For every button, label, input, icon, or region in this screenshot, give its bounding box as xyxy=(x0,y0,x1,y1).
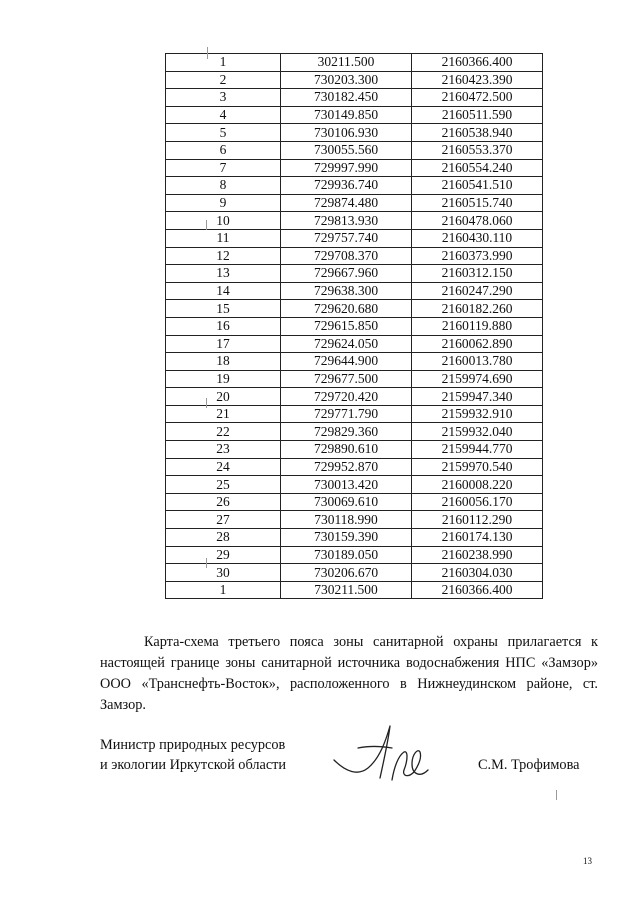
table-row xyxy=(166,441,543,459)
y-coordinate-cell: 2159947.340 xyxy=(412,388,543,406)
x-coordinate-cell: 729677.500 xyxy=(281,370,412,388)
table-row xyxy=(166,423,543,441)
point-number-cell: 1 xyxy=(166,581,281,599)
table-row xyxy=(166,458,543,476)
point-number-cell: 12 xyxy=(166,247,281,265)
table-row xyxy=(166,581,543,599)
y-coordinate-cell: 2160312.150 xyxy=(412,265,543,283)
coordinates-table xyxy=(165,53,543,599)
point-number-cell: 16 xyxy=(166,317,281,335)
x-coordinate-cell: 730013.420 xyxy=(281,476,412,494)
x-coordinate-cell: 730206.670 xyxy=(281,564,412,582)
scan-artifact xyxy=(206,398,207,408)
point-number-cell: 4 xyxy=(166,106,281,124)
y-coordinate-cell: 2160247.290 xyxy=(412,282,543,300)
x-coordinate-cell: 729813.930 xyxy=(281,212,412,230)
x-coordinate-cell: 729638.300 xyxy=(281,282,412,300)
y-coordinate-cell: 2160174.130 xyxy=(412,529,543,547)
table-row xyxy=(166,265,543,283)
x-coordinate-cell: 730149.850 xyxy=(281,106,412,124)
x-coordinate-cell: 730211.500 xyxy=(281,581,412,599)
y-coordinate-cell: 2160511.590 xyxy=(412,106,543,124)
y-coordinate-cell: 2160238.990 xyxy=(412,546,543,564)
y-coordinate-cell: 2160541.510 xyxy=(412,177,543,195)
table-row xyxy=(166,89,543,107)
y-coordinate-cell: 2160472.500 xyxy=(412,89,543,107)
table-row xyxy=(166,335,543,353)
table-row xyxy=(166,124,543,142)
x-coordinate-cell: 730118.990 xyxy=(281,511,412,529)
x-coordinate-cell: 729615.850 xyxy=(281,317,412,335)
x-coordinate-cell: 730203.300 xyxy=(281,71,412,89)
x-coordinate-cell: 729708.370 xyxy=(281,247,412,265)
scan-artifact xyxy=(206,220,207,230)
point-number-cell: 5 xyxy=(166,124,281,142)
table-row xyxy=(166,177,543,195)
point-number-cell: 29 xyxy=(166,546,281,564)
table-row xyxy=(166,317,543,335)
point-number-cell: 14 xyxy=(166,282,281,300)
y-coordinate-cell: 2160013.780 xyxy=(412,353,543,371)
y-coordinate-cell: 2160478.060 xyxy=(412,212,543,230)
table-row xyxy=(166,511,543,529)
signatory-title-line-1: Министр природных ресурсов xyxy=(100,737,286,753)
y-coordinate-cell: 2160538.940 xyxy=(412,124,543,142)
table-row xyxy=(166,388,543,406)
x-coordinate-cell: 729936.740 xyxy=(281,177,412,195)
point-number-cell: 26 xyxy=(166,493,281,511)
table-row xyxy=(166,159,543,177)
point-number-cell: 10 xyxy=(166,212,281,230)
y-coordinate-cell: 2159932.040 xyxy=(412,423,543,441)
point-number-cell: 17 xyxy=(166,335,281,353)
table-row xyxy=(166,529,543,547)
y-coordinate-cell: 2160112.290 xyxy=(412,511,543,529)
table-row xyxy=(166,476,543,494)
y-coordinate-cell: 2160366.400 xyxy=(412,581,543,599)
point-number-cell: 25 xyxy=(166,476,281,494)
x-coordinate-cell: 729890.610 xyxy=(281,441,412,459)
table-row xyxy=(166,247,543,265)
table-row xyxy=(166,229,543,247)
table-row xyxy=(166,212,543,230)
point-number-cell: 8 xyxy=(166,177,281,195)
point-number-cell: 6 xyxy=(166,141,281,159)
x-coordinate-cell: 729620.680 xyxy=(281,300,412,318)
point-number-cell: 30 xyxy=(166,564,281,582)
y-coordinate-cell: 2160008.220 xyxy=(412,476,543,494)
x-coordinate-cell: 730189.050 xyxy=(281,546,412,564)
scan-artifact xyxy=(556,790,557,800)
x-coordinate-cell: 730106.930 xyxy=(281,124,412,142)
point-number-cell: 7 xyxy=(166,159,281,177)
body-paragraph: Карта-схема третьего пояса зоны санитарной охраны прилагается к настоящей границе зоны санитарной источника водоснабжения НПС «Замзор» ООО «Транснефть-Восток», расположенного в Нижнеудинском районе, ст. Замзор. xyxy=(100,634,598,713)
table-row xyxy=(166,194,543,212)
table-row xyxy=(166,405,543,423)
x-coordinate-cell: 30211.500 xyxy=(281,54,412,72)
point-number-cell: 2 xyxy=(166,71,281,89)
y-coordinate-cell: 2160430.110 xyxy=(412,229,543,247)
point-number-cell: 13 xyxy=(166,265,281,283)
y-coordinate-cell: 2160553.370 xyxy=(412,141,543,159)
handwritten-signature xyxy=(328,720,432,790)
table-row xyxy=(166,300,543,318)
point-number-cell: 18 xyxy=(166,353,281,371)
coordinates-table-body xyxy=(166,54,543,599)
point-number-cell: 20 xyxy=(166,388,281,406)
table-row xyxy=(166,370,543,388)
point-number-cell: 23 xyxy=(166,441,281,459)
x-coordinate-cell: 729874.480 xyxy=(281,194,412,212)
table-row xyxy=(166,106,543,124)
table-row xyxy=(166,282,543,300)
y-coordinate-cell: 2160373.990 xyxy=(412,247,543,265)
point-number-cell: 19 xyxy=(166,370,281,388)
x-coordinate-cell: 729757.740 xyxy=(281,229,412,247)
y-coordinate-cell: 2159970.540 xyxy=(412,458,543,476)
y-coordinate-cell: 2159944.770 xyxy=(412,441,543,459)
x-coordinate-cell: 729952.870 xyxy=(281,458,412,476)
scan-artifact xyxy=(207,47,208,59)
x-coordinate-cell: 729997.990 xyxy=(281,159,412,177)
point-number-cell: 28 xyxy=(166,529,281,547)
point-number-cell: 24 xyxy=(166,458,281,476)
x-coordinate-cell: 729644.900 xyxy=(281,353,412,371)
table-row xyxy=(166,546,543,564)
y-coordinate-cell: 2160515.740 xyxy=(412,194,543,212)
signatory-name: С.М. Трофимова xyxy=(478,757,580,773)
x-coordinate-cell: 729624.050 xyxy=(281,335,412,353)
y-coordinate-cell: 2160554.240 xyxy=(412,159,543,177)
x-coordinate-cell: 729771.790 xyxy=(281,405,412,423)
signatory-title xyxy=(100,735,286,775)
x-coordinate-cell: 729720.420 xyxy=(281,388,412,406)
table-row xyxy=(166,71,543,89)
point-number-cell: 9 xyxy=(166,194,281,212)
y-coordinate-cell: 2160366.400 xyxy=(412,54,543,72)
signatory-title-line-2: и экологии Иркутской области xyxy=(100,757,287,773)
table-row xyxy=(166,54,543,72)
page-number: 13 xyxy=(583,856,592,866)
x-coordinate-cell: 729667.960 xyxy=(281,265,412,283)
table-row xyxy=(166,141,543,159)
scan-artifact xyxy=(206,558,207,568)
y-coordinate-cell: 2160119.880 xyxy=(412,317,543,335)
point-number-cell: 22 xyxy=(166,423,281,441)
y-coordinate-cell: 2160056.170 xyxy=(412,493,543,511)
y-coordinate-cell: 2160304.030 xyxy=(412,564,543,582)
point-number-cell: 27 xyxy=(166,511,281,529)
point-number-cell: 11 xyxy=(166,229,281,247)
x-coordinate-cell: 729829.360 xyxy=(281,423,412,441)
x-coordinate-cell: 730055.560 xyxy=(281,141,412,159)
y-coordinate-cell: 2159932.910 xyxy=(412,405,543,423)
point-number-cell: 15 xyxy=(166,300,281,318)
x-coordinate-cell: 730159.390 xyxy=(281,529,412,547)
table-row xyxy=(166,353,543,371)
point-number-cell: 3 xyxy=(166,89,281,107)
table-row xyxy=(166,493,543,511)
point-number-cell: 21 xyxy=(166,405,281,423)
y-coordinate-cell: 2160423.390 xyxy=(412,71,543,89)
point-number-cell: 1 xyxy=(166,54,281,72)
table-row xyxy=(166,564,543,582)
x-coordinate-cell: 730182.450 xyxy=(281,89,412,107)
x-coordinate-cell: 730069.610 xyxy=(281,493,412,511)
y-coordinate-cell: 2160062.890 xyxy=(412,335,543,353)
y-coordinate-cell: 2159974.690 xyxy=(412,370,543,388)
y-coordinate-cell: 2160182.260 xyxy=(412,300,543,318)
